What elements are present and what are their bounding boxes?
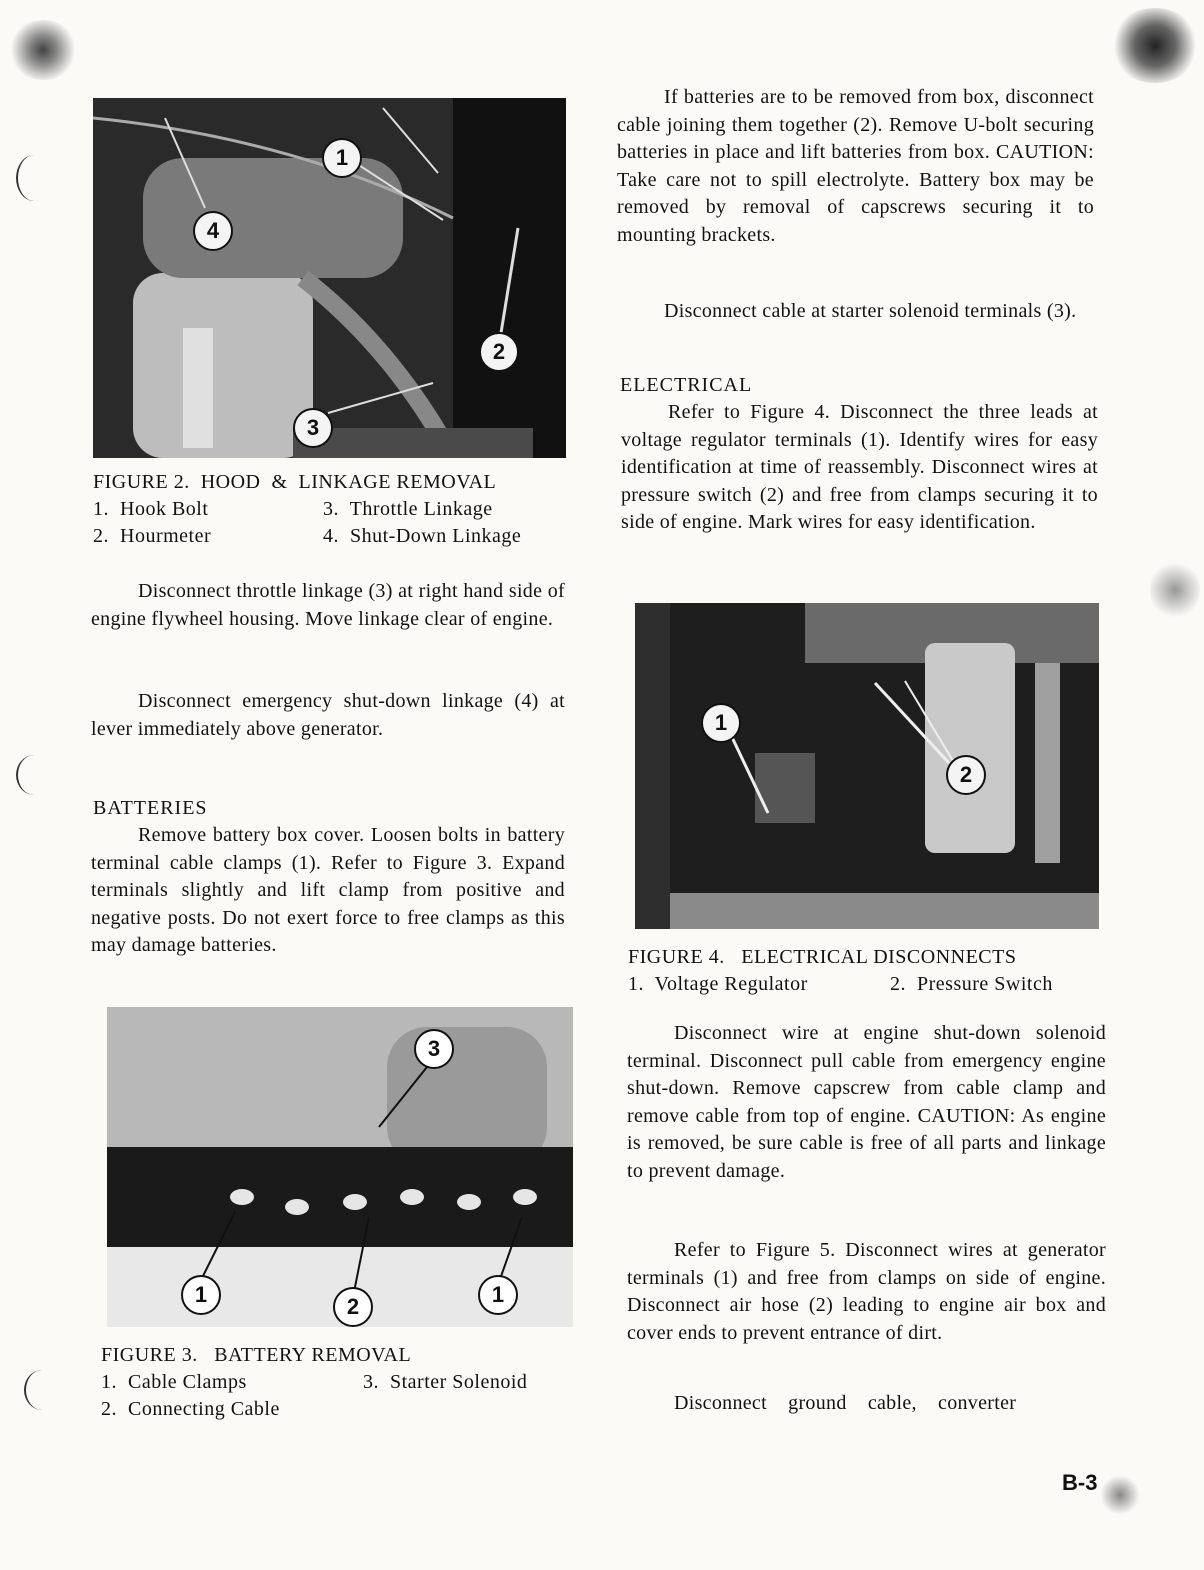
- paragraph-ground-cable: Disconnect ground cable, converter: [674, 1392, 1017, 1414]
- paragraph-shutdown-solenoid: Disconnect wire at engine shut-down solenoid terminal. Disconnect pull cable from emergency engine shut-down. Remove capscrew from cable clamp and remove cable from top of engine. CAUTION: As engine is removed, be sure cable is free of all parts and linkage to prevent damage.: [627, 1022, 1106, 1182]
- paragraph-electrical: Refer to Figure 4. Disconnect the three leads at voltage regulator terminals (1). Identify wires for easy identification at time of reassembly. Disconnect wires at pressure switch (2) and free from clamps securing it to side of engine. Mark wires for easy identification.: [621, 401, 1098, 533]
- figure-2-item-2: 2. Hourmeter: [93, 525, 212, 547]
- figure-2-callout-4: 4: [193, 211, 233, 251]
- page-number: B-3: [1062, 1470, 1098, 1495]
- binder-hole-mark: [16, 755, 52, 795]
- figure-3-caption-title: FIGURE 3. BATTERY REMOVAL: [101, 1344, 412, 1366]
- binder-hole-mark: [24, 1370, 60, 1410]
- scan-smudge-top-left: [8, 20, 78, 80]
- scan-smudge-top-right: [1110, 8, 1200, 83]
- section-heading-batteries: BATTERIES: [93, 797, 208, 819]
- figure-2-callout-2: 2: [479, 332, 519, 372]
- figure-2-caption: [93, 469, 573, 550]
- paragraph-batteries: Remove battery box cover. Loosen bolts in battery terminal cable clamps (1). Refer to Figure 3. Expand terminals slightly and lift clamp from positive and negative posts. Do not exert force to free clamps as this may damage batteries.: [91, 824, 565, 956]
- figure-3-item-3: 3. Starter Solenoid: [363, 1371, 528, 1393]
- figure-2-photo: [93, 98, 566, 458]
- figure-2-caption-row: [93, 523, 573, 550]
- figure-2-item-1: 1. Hook Bolt: [93, 498, 209, 520]
- scan-smudge-bottom-right: [1100, 1475, 1140, 1515]
- figure-4-item-2: 2. Pressure Switch: [890, 973, 1053, 995]
- paragraph-shutdown-linkage: Disconnect emergency shut-down linkage (4) at lever immediately above generator.: [91, 690, 565, 740]
- binder-hole-mark: [16, 155, 52, 201]
- figure-3-caption-row: [101, 1369, 581, 1396]
- figure-3-callout-2: 2: [333, 1287, 373, 1327]
- figure-4-photo: [635, 603, 1099, 929]
- figure-2-item-3: 3. Throttle Linkage: [323, 498, 493, 520]
- figure-3-item-1: 1. Cable Clamps: [101, 1371, 247, 1393]
- figure-3-callout-3: 3: [414, 1029, 454, 1069]
- figure-4-callout-1: 1: [701, 703, 741, 743]
- figure-4-photo-illustration: [635, 603, 1099, 929]
- paragraph-remove-batteries: If batteries are to be removed from box, disconnect cable joining them together (2). Remove U-bolt securing batteries in place and lift batteries from box. CAUTION: Take care not to spill electrolyte. Battery box may be removed by removal of capscrews securing it to mounting brackets.: [617, 86, 1094, 246]
- figure-2-callout-3: 3: [293, 408, 333, 448]
- section-heading-electrical: ELECTRICAL: [620, 374, 753, 396]
- figure-3-caption-row: [101, 1396, 581, 1423]
- figure-2-item-4: 4. Shut-Down Linkage: [323, 525, 522, 547]
- figure-2-caption-title: FIGURE 2. HOOD & LINKAGE REMOVAL: [93, 471, 497, 493]
- paragraph-starter-solenoid: Disconnect cable at starter solenoid terminals (3).: [664, 300, 1077, 322]
- figure-4-caption-row: [628, 971, 1108, 998]
- figure-4-caption-title: FIGURE 4. ELECTRICAL DISCONNECTS: [628, 946, 1017, 968]
- figure-2-callout-1: 1: [322, 138, 362, 178]
- figure-3-photo: [107, 1007, 573, 1327]
- figure-4-item-1: 1. Voltage Regulator: [628, 973, 808, 995]
- figure-4-caption: [628, 944, 1108, 998]
- scan-smudge-right: [1150, 560, 1200, 620]
- figure-2-caption-row: [93, 496, 573, 523]
- paragraph-throttle-linkage: Disconnect throttle linkage (3) at right hand side of engine flywheel housing. Move linkage clear of engine.: [91, 580, 565, 630]
- figure-3-caption: [101, 1342, 581, 1423]
- figure-3-item-2: 2. Connecting Cable: [101, 1398, 280, 1420]
- figure-3-callout-1-left: 1: [181, 1275, 221, 1315]
- figure-4-callout-2: 2: [946, 755, 986, 795]
- paragraph-generator-terminals: Refer to Figure 5. Disconnect wires at generator terminals (1) and free from clamps on side of engine. Disconnect air hose (2) leading to engine air box and cover ends to prevent entrance of dirt.: [627, 1239, 1106, 1344]
- figure-3-callout-1-right: 1: [478, 1275, 518, 1315]
